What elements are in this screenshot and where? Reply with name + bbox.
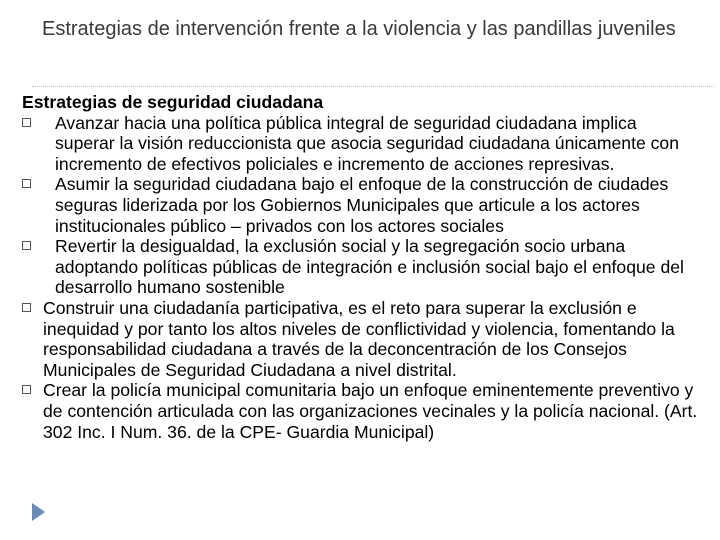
- bullet-text: Asumir la seguridad ciudadana bajo el enfoque de la construcción de ciudades seguras liderizada por los Gobiernos Municipales que articule a los actores institucionales público – privados con los actores sociales: [55, 174, 669, 236]
- bullet-text: Avanzar hacia una política pública integral de seguridad ciudadana implica superar la visión reduccionista que asocia seguridad ciudadana únicamente con incremento de efectivos policiales e incremento de acciones represivas.: [55, 112, 679, 174]
- square-bullet-icon: [22, 179, 31, 188]
- slide-title: Estrategias de intervención frente a la violencia y las pandillas juveniles: [42, 18, 676, 40]
- square-bullet-icon: [22, 303, 31, 312]
- title-divider: [32, 86, 714, 87]
- bullet-item: [22, 174, 700, 236]
- section-heading: Estrategias de seguridad ciudadana: [22, 92, 324, 112]
- bullet-text: Crear la policía municipal comunitaria bajo un enfoque eminentemente preventivo y de contención articulada con las organizaciones vecinales y la policía nacional. (Art. 302 Inc. I Num. 36. de la CPE- Guardia Municipal): [43, 380, 698, 442]
- bullet-item: [22, 380, 700, 442]
- bullet-item: [22, 113, 700, 175]
- bullet-text: Construir una ciudadanía participativa, es el reto para superar la exclusión e inequidad y por tanto los altos niveles de conflictividad y violencia, fomentando la responsabilidad ciudadana a través de la deconcentración de los Consejos Municipales de Seguridad Ciudadana a nivel distrital.: [43, 297, 675, 380]
- play-arrow-icon[interactable]: [32, 503, 45, 521]
- square-bullet-icon: [22, 241, 31, 250]
- slide-body: [22, 92, 700, 442]
- square-bullet-icon: [22, 385, 31, 394]
- bullet-item: [22, 298, 700, 380]
- bullet-item: [22, 236, 700, 298]
- square-bullet-icon: [22, 118, 31, 127]
- bullet-text: Revertir la desigualdad, la exclusión social y la segregación socio urbana adoptando políticas públicas de integración e inclusión social bajo el enfoque del desarrollo humano sostenible: [55, 236, 684, 298]
